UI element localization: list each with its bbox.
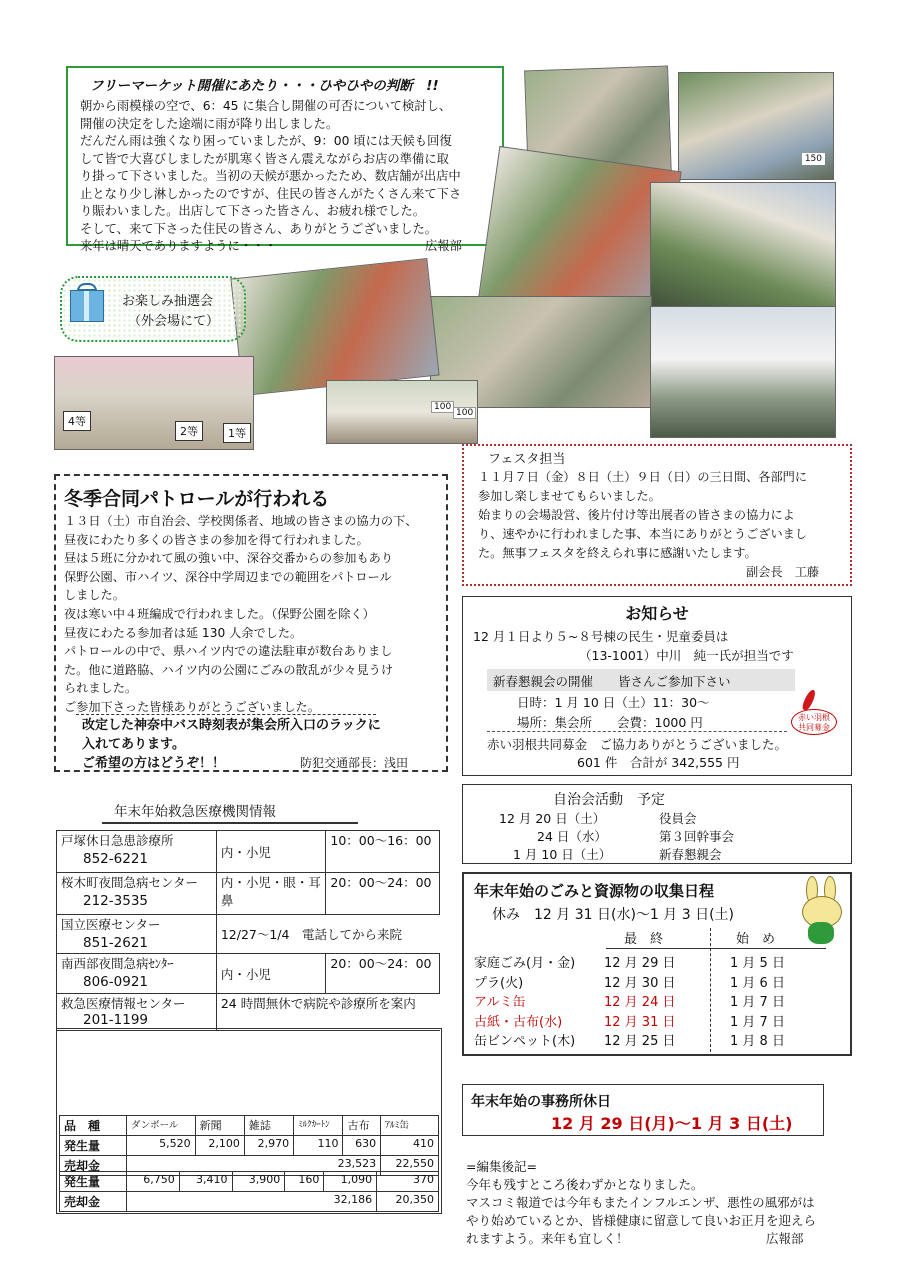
badge-line: 共同募金 [798,723,830,732]
photo-white-tent [650,306,836,438]
clinic-hours: 20：00～24：00 [326,873,440,915]
table-cell: 1,090 [324,1172,377,1192]
text-line: そして、来て下さった住民の皆さん、ありがとうございました。 [80,221,438,236]
party-place: 場所：集会所 会費：1000 円 [517,715,703,730]
clinic-phone: 201-1199 [83,1012,148,1028]
editor-signature: 広報部 [766,1231,804,1246]
table-cell [57,873,217,915]
column-header: 雑誌 [244,1116,293,1136]
head-last: 最 終 [624,932,664,947]
bus-line-text: ご希望の方はどうぞ！！ [82,756,226,771]
table-cell: 22,550 [381,1156,439,1176]
editor-title: =編集後記= [466,1159,537,1174]
photo-tent-area [650,182,836,310]
text-line: 止となり少し淋しかったのですが、住民の皆さんがたくさん来て下さ [80,186,462,201]
garbage-type: 家庭ごみ(月・金) [474,956,576,971]
garbage-last: 12 月 29 日 [604,956,676,971]
clinic-dept: 内・小児 [216,831,326,873]
bus-line: 改定した神奈中バス時刻表が集会所入口のラックに [82,718,381,733]
text-line: り賑わいました。出店して下さった皆さん、お疲れ様でした。 [80,204,426,218]
clinic-dept: 内・小児・眼・耳鼻 [216,873,326,915]
table-cell: 32,186 [127,1192,377,1212]
text-line: 始まりの会場設営、後片付け等出展者の皆さまの協力によ [478,508,795,522]
table-cell [57,831,217,873]
badge-line: 赤い羽根 [798,713,830,722]
text-line: ご参加下さった皆様ありがとうございました。 [64,699,320,714]
notice-line2: （13-1001）中川 純一氏が担当です [579,648,794,663]
notice-box [462,596,852,776]
table-cell: 5,520 [127,1136,196,1156]
row-label: 売却金 [60,1192,127,1212]
table-row [60,1192,439,1212]
table-row [57,954,440,994]
recycle-box [56,1028,442,1214]
garbage-holiday: 休み 12 月 31 日(水)～1 月 3 日(土) [492,907,734,923]
table-cell [57,915,217,954]
text-line: して皆で大喜びしましたが肌寒く皆さん震えながらお店の準備に取 [80,151,449,166]
table-row [57,831,440,873]
garbage-first: 1 月 7 日 [730,1014,785,1030]
clinic-name: 戸塚休日急患診療所 [61,833,174,848]
medical-title-box [102,796,358,824]
clinic-hours: 20：00～24：00 [326,954,440,994]
garbage-row [474,1013,844,1033]
clinic-name: 救急医療情報センター [61,996,186,1011]
party-title: 新春懇親会の開催 皆さんご参加下さい [493,674,731,689]
garbage-type: 缶ビンペット(木) [474,1034,576,1049]
text-line: しました。 [64,588,125,603]
closing-line: れますよう。来年も宜しく！ [466,1231,629,1246]
table-cell [57,954,217,994]
text-line [466,1230,850,1248]
column-header: ｱﾙﾐ缶 [381,1116,439,1136]
text-line: り、速やかに行われました事、本当にありがとうございまし [478,527,808,541]
row-label: 売却金 [60,1156,127,1176]
text-line: １３日（土）市自治会、学校関係者、地域の皆さまの協力の下、 [64,514,418,528]
notice-title: お知らせ [625,604,689,623]
column-header: 新聞 [195,1116,244,1136]
table-cell: 110 [294,1136,343,1156]
clinic-phone: 212-3535 [83,893,148,909]
prize-sign-1st: 1等 [223,423,251,443]
party-divider [487,731,787,732]
column-header: 古布 [343,1116,381,1136]
garbage-rows [474,954,844,1052]
text-line: た。他に道路脇、ハイツ内の公園にごみの散乱が少々見うけ [64,662,394,677]
patrol-body [64,512,444,717]
party-banner [487,669,795,691]
table-cell: 2,100 [195,1136,244,1156]
clinic-phone: 851-2621 [83,935,148,951]
text-line: 参加し楽しませてもらいました。 [478,489,661,503]
table-cell: 160 [285,1172,324,1192]
patrol-divider [76,714,376,715]
text-line: 保野公園、市ハイツ、深谷中学周辺までの範囲をパトロール [64,569,392,584]
office-title: 年末年始の事務所休日 [471,1094,611,1110]
flea-market-body [80,98,500,256]
medical-table [56,830,440,1031]
photo-lottery-crowd [230,258,439,396]
flea-market-title: フリーマーケット開催にあたり・・・ひやひやの判断 !! [90,78,439,94]
column-header: ダンボール [127,1116,196,1136]
text-line: パトロールの中で、県ハイツ内での違法駐車が数台ありまし [64,644,393,659]
table-cell: 3,900 [232,1172,285,1192]
garbage-row [474,974,844,994]
garbage-row [474,954,844,974]
table-row [57,994,440,1031]
price-sign: 100 [453,407,476,419]
signature: 広報部 [425,239,462,253]
table-row [57,873,440,915]
schedule-event: 新春懇親会 [659,847,722,862]
prize-sign-2nd: 2等 [175,421,203,441]
recycle-table-1 [59,1115,439,1176]
schedule-date: 12 月 20 日（土） [499,811,606,826]
table-cell: 6,750 [127,1172,180,1192]
party-date: 日時：1 月 10 日（土）11：30～ [517,695,710,710]
garbage-first: 1 月 5 日 [730,956,785,971]
editor-note [466,1158,850,1248]
patrol-box [54,474,448,772]
garbage-row [474,993,844,1013]
gift-icon [70,290,104,322]
table-cell [57,994,217,1031]
schedule-box [462,784,852,864]
closing-line: 来年は晴天でありますように・・・ [80,239,277,253]
festa-box [462,444,852,586]
festa-body [478,468,850,582]
lottery-label-box [60,276,246,342]
text-line: 開催の決定をした途端に雨が降り出しました。 [80,116,339,131]
text-line: られました。 [64,681,138,696]
garbage-type: アルミ缶 [474,995,526,1010]
bus-notice [82,716,442,773]
text-line: 昼夜にわたり多くの皆さまの参加を得て行われました。 [64,532,369,547]
office-holiday-box [462,1084,824,1136]
clinic-name: 南西部夜間急病ｾﾝﾀｰ [61,956,174,971]
table-row [57,915,440,954]
head-first: 始 め [736,932,776,947]
table-cell: 370 [377,1172,439,1192]
photo-grill-stall [678,72,834,180]
text-line: 今年も残すところ後わずかとなりました。 [466,1177,704,1192]
schedule-title: 自治会活動 予定 [553,792,665,808]
red-feather-badge [791,709,837,735]
notice-line1: 12 月１日より５~８号棟の民生・児童委員は [473,629,729,644]
schedule-date: 1 月 10 日（土） [513,847,612,862]
garbage-last: 12 月 30 日 [604,975,676,991]
price-sign: 100 [431,401,454,413]
text-line: やり始めているとか、皆様健康に留意して良いお正月を迎えら [466,1213,817,1228]
garbage-header-rule [606,948,826,949]
patrol-title: 冬季合同パトロールが行われる [64,488,330,510]
garbage-first: 1 月 6 日 [730,975,785,991]
column-header: 品 種 [60,1116,127,1136]
office-dates: 12 月 29 日(月)～1 月 3 日(土) [551,1114,793,1133]
table-row [60,1172,439,1192]
clinic-phone: 852-6221 [83,851,148,867]
bus-line [82,754,442,773]
table-cell: 410 [381,1136,439,1156]
flea-market-box [66,66,504,253]
text-line: 朝から雨模様の空で、6：45 に集合し開催の可否について検討し、 [80,99,452,113]
clinic-hours: 10：00～16：00 [326,831,440,873]
clinic-name: 国立医療センター [61,917,161,932]
text-line: マスコミ報道では今年もまたインフルエンザ、悪性の風邪がは [466,1195,815,1210]
garbage-type: 古紙・古布(水) [474,1014,563,1030]
prize-sign-4th: 4等 [63,411,91,431]
clinic-note: 24 時間無休で病院や診療所を案内 [216,994,439,1031]
schedule-event: 役員会 [659,811,697,826]
medical-title: 年末年始救急医療機関情報 [114,804,276,820]
text-line: 昼夜にわたる参加者は延 130 人余でした。 [64,625,303,640]
clinic-dept: 内・小児 [216,954,326,994]
donation-line2: 601 件 合計が 342,555 円 [577,755,740,770]
clinic-phone: 806-0921 [83,974,148,990]
row-label: 発生量 [60,1172,127,1192]
bus-line: 入れてあります。 [82,737,185,752]
table-cell: 2,970 [244,1136,293,1156]
clinic-note: 12/27～1/4 電話してから来院 [216,915,439,954]
lottery-title: お楽しみ抽選会 [122,294,214,309]
garbage-first: 1 月 8 日 [730,1034,785,1049]
text-line: 夜は寒い中４班編成で行われました。（保野公園を除く） [64,606,375,621]
table-row [60,1136,439,1156]
lottery-subtitle: （外会場にて） [128,314,220,329]
donation-line1: 赤い羽根共同募金 ご協力ありがとうございました。 [487,737,788,752]
text-line: り掛って下さいました。当初の天候が悪かったため、数店舗が出店中 [80,169,461,183]
text-line [80,238,500,256]
photo-lottery-prizes [54,356,254,450]
table-cell: 20,350 [377,1192,439,1212]
rabbit-mascot-icon [800,876,846,946]
text-line: た。無事フェスタを終えられ事に感謝いたします。 [478,546,757,560]
garbage-last: 12 月 24 日 [604,995,676,1010]
garbage-title: 年末年始のごみと資源物の収集日程 [474,882,715,900]
row-label: 発生量 [60,1136,127,1156]
garbage-type: プラ(火) [474,975,524,991]
column-header: ﾐﾙｸｶｰﾄﾝ [294,1116,343,1136]
garbage-first: 1 月 7 日 [730,995,785,1010]
garbage-last: 12 月 31 日 [604,1014,676,1030]
text-line: だんだん雨は強くなり困っていましたが、9：00 頃には天候も回復 [80,134,452,148]
garbage-last: 12 月 25 日 [604,1034,676,1049]
table-cell: 3,410 [179,1172,232,1192]
schedule-date: 24 日（水） [537,829,607,844]
bus-signature: 防犯交通部長：浅田 [300,756,409,770]
garbage-box [462,872,852,1056]
table-cell: 23,523 [127,1156,381,1176]
garbage-row [474,1032,844,1052]
table-header-row [60,1116,439,1136]
recycle-table-2 [59,1171,439,1212]
price-sign: 150 [802,153,825,165]
clinic-name: 桜木町夜間急病センター [61,875,199,890]
text-line: 昼は５班に分かれて風の強い中、深谷交番からの参加もあり [64,551,394,566]
text-line: １１月７日（金）８日（土）９日（日）の三日間、各部門に [478,470,808,484]
table-cell: 630 [343,1136,381,1156]
photo-price-signs [326,380,478,444]
schedule-event: 第３回幹事会 [659,829,735,844]
festa-signature: 副会長 工藤 [746,565,820,579]
festa-title: フェスタ担当 [488,452,566,467]
